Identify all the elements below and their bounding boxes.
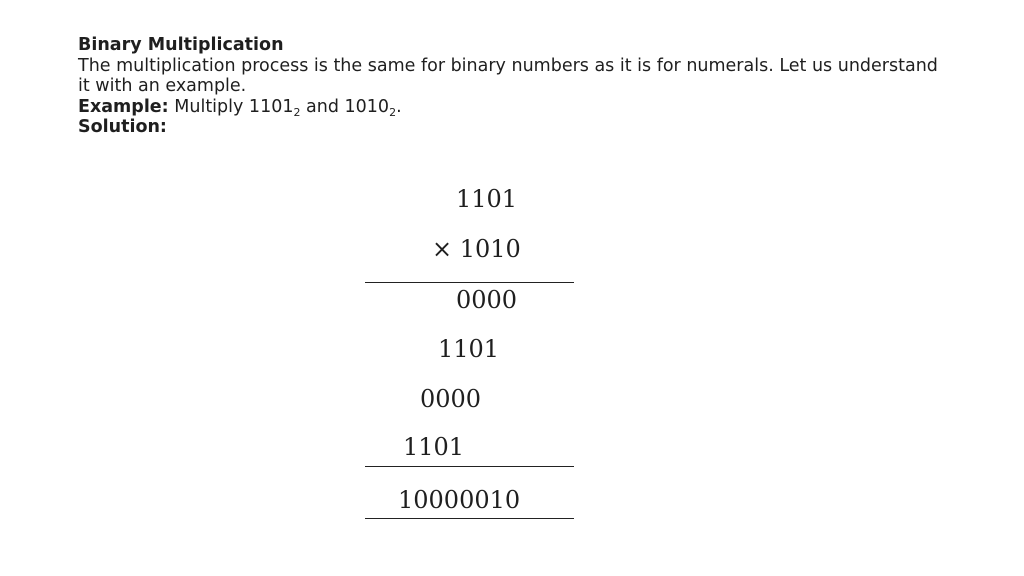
result-underline bbox=[365, 518, 574, 519]
example-text-prefix: Multiply 1101 bbox=[174, 96, 294, 117]
example-text-suffix: . bbox=[396, 96, 402, 117]
partial-product: 1101 bbox=[403, 433, 465, 461]
sum-rule bbox=[365, 466, 574, 467]
result: 10000010 bbox=[398, 486, 521, 514]
section-title: Binary Multiplication bbox=[78, 35, 284, 55]
multiplication-rule bbox=[365, 282, 574, 283]
partial-product: 1101 bbox=[438, 335, 500, 363]
partial-product: 0000 bbox=[420, 385, 482, 413]
partial-product: 0000 bbox=[456, 286, 518, 314]
example-text-middle: and 1010 bbox=[300, 96, 390, 117]
intro-paragraph: The multiplication process is the same for binary numbers as it is for numerals. Let us understand it with an example. bbox=[78, 55, 938, 96]
multiplier: × 1010 bbox=[432, 235, 521, 263]
multiplicand: 1101 bbox=[456, 185, 518, 213]
example-base-1: 2 bbox=[293, 105, 301, 119]
example-base-2: 2 bbox=[389, 105, 397, 119]
solution-label: Solution: bbox=[78, 117, 167, 137]
example-label: Example: bbox=[78, 96, 169, 117]
